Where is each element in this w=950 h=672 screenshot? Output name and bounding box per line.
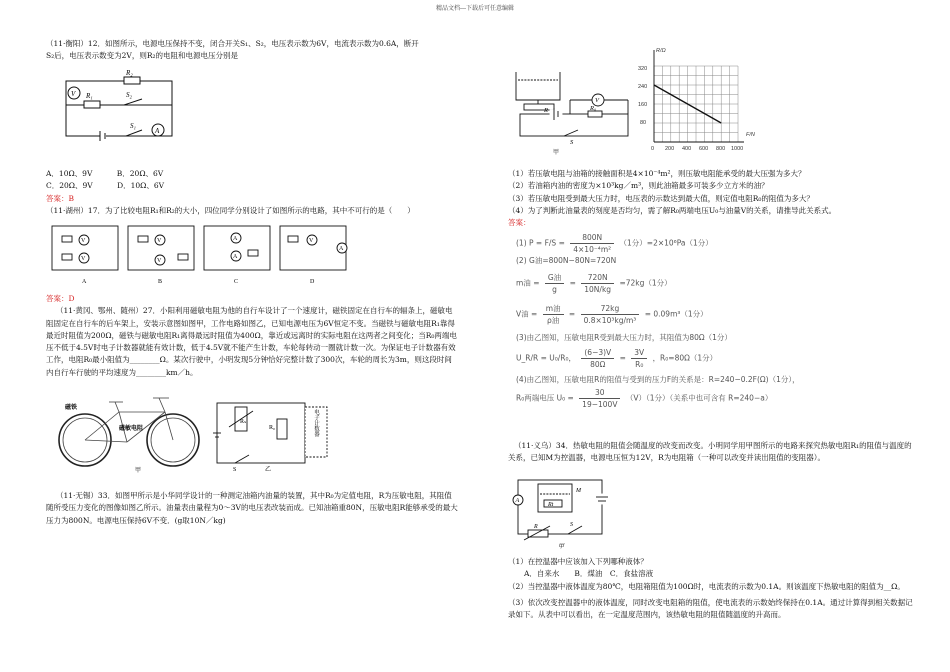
q1-option-b: B．20Ω、6V bbox=[116, 169, 164, 178]
graph-xtick-600: 600 bbox=[699, 146, 709, 152]
sol-line-7: (4)由乙图知，压敏电阻R的阻值与受到的压力F的关系是：R=240−0.2F(Ω)（1分）， bbox=[516, 375, 800, 384]
q3-bicycle-figure bbox=[55, 392, 205, 474]
q2-fig-a: A bbox=[82, 279, 87, 285]
q4-questions bbox=[508, 168, 918, 229]
sol-line-8: R₀两端电压 U₀ = $\frac{30}{19-100V}$ （V）（1分）（关系中也可含有 R=240−a） bbox=[516, 388, 773, 409]
graph-xtick-400: 400 bbox=[682, 146, 692, 152]
q5-options: A．自来水 B．煤油 C．食盐溶液 bbox=[524, 569, 654, 579]
sol-line-3: m油 = $\frac{\text{G油}}{g}$ = $\frac{720N}{10N/kg}$ =72kg（1分） bbox=[516, 273, 672, 294]
q5-block bbox=[508, 440, 918, 465]
q4-block bbox=[46, 490, 458, 527]
q3-label-yi: 乙 bbox=[265, 467, 272, 473]
q4-oiltank-circuit bbox=[510, 60, 634, 146]
q5-label-rt: Rt bbox=[548, 502, 554, 508]
graph-xtick-200: 200 bbox=[665, 146, 675, 152]
q1-option-c: C．20Ω、9V bbox=[46, 181, 93, 191]
q2-fig-c: C bbox=[234, 279, 239, 285]
graph-ytick-80: 80 bbox=[640, 120, 647, 126]
q5-label-a: A bbox=[515, 498, 520, 504]
q4-solution bbox=[508, 232, 808, 410]
q1-option-d: D．10Ω、6V bbox=[117, 181, 165, 191]
sol-line-6: U_R/R = U₀/R₀， $\frac{(6-3)V}{80\Omega}$ = $\frac{3V}{\text{R₀}}$ ，R₀=80Ω（1分） bbox=[516, 348, 718, 369]
q5-question-2: （2）当控温器中液体温度为80℃，电阻箱阻值为100Ω时，电流表的示数为0.1A。则该温度下热敏电阻的阻值为__Ω。 bbox=[508, 581, 905, 591]
sol-line-5: (3)由乙图知，压敏电阻R受到最大压力时，其阻值为80Ω（1分） bbox=[516, 333, 732, 342]
q1-options-2 bbox=[46, 180, 458, 192]
q5-text: （11·义乌）34．热敏电阻的阻值会随温度的改变而改变。小明同学用甲图所示的电路来探究热敏电阻R₁的阻值与温度的关系，已知M为控温器，电源电压恒为12V，R为电阻箱（一种可以改变并读出阻值的变阻器）。 bbox=[508, 441, 912, 463]
graph-ylabel: R/Ω bbox=[656, 48, 666, 54]
q5-label-jia: 甲 bbox=[558, 544, 565, 550]
svg-text:V: V bbox=[81, 238, 86, 244]
svg-text:V: V bbox=[309, 238, 314, 244]
q5-label-r: R bbox=[534, 524, 538, 530]
q4-resistance-graph bbox=[634, 44, 764, 156]
svg-text:A: A bbox=[339, 246, 344, 252]
q4-label-r: R bbox=[544, 107, 548, 114]
q1-label-v: V bbox=[71, 90, 76, 98]
q2-fig-b: B bbox=[158, 279, 163, 285]
q5-question-1: （1）在控温器中应该加入下列哪种液体？ bbox=[508, 557, 648, 566]
sol-line-2: (2) G油=800N−80N=720N bbox=[516, 256, 617, 265]
q3-block bbox=[46, 293, 458, 379]
q3-label-counter: 电子计数器 bbox=[313, 409, 319, 437]
q3-label-s: S bbox=[233, 467, 237, 473]
q1-label-r2: R₂ bbox=[126, 69, 133, 77]
q4-answer-label: 答案： bbox=[508, 218, 531, 228]
q4-label-v: V bbox=[595, 97, 599, 104]
q1-circuit-diagram bbox=[60, 69, 180, 145]
q3-circuit bbox=[205, 397, 340, 473]
q4-question-4: （4）为了判断此油量表的刻度是否均匀，需了解R₀两端电压U₀与油量V的关系，请推导此关系式。 bbox=[508, 205, 837, 215]
q5-question-3: （3）依次改变控温器中的液体温度，同时改变电阻箱的阻值，使电流表的示数始终保持在0.1A。通过计算得到相关数据记录如下。从表中可以看出，在一定温度范围内，该热敏电阻的阻值随温度的升高而。 bbox=[508, 597, 913, 620]
svg-text:V: V bbox=[157, 258, 162, 264]
q4-question-3: （3）若压敏电阻受到最大压力时，电压表的示数达到最大值，则定值电阻R₀的阻值为多大？ bbox=[508, 193, 814, 203]
q1-options-block bbox=[46, 168, 458, 217]
graph-xtick-0: 0 bbox=[651, 146, 655, 152]
graph-xlabel: F/N bbox=[746, 132, 755, 138]
graph-xtick-1000: 1000 bbox=[731, 146, 744, 152]
q4-label-r0: R₀ bbox=[590, 105, 597, 112]
q1-label-a: A bbox=[155, 127, 160, 135]
q2-answer: 答案：D bbox=[46, 294, 75, 303]
q3-text: （11·黄冈、鄂州、随州）27．小阳利用磁敏电阻为他的自行车设计了一个速度计，磁铁固定在自行车的辐条上，磁敏电阻固定在自行车的后车架上，安装示意图如图甲，工作电路如图乙，已知电源电压为6V恒定不变。当磁铁与磁敏电阻R₁靠得最近时阻值为200Ω，磁铁与磁敏电阻R₁离得最远时阻值为400Ω，靠近或远离时的实际电阻在这两者之间变化；当R₀两端电压不低于4.5V时电子计数器就能有效计数，低于4.5V就不能产生计数，车轮每转动一圈就计数一次。为保证电子计数器有效工作，电阻R₀最小阻值为________Ω。某次行驶中，小明发现5分钟恰好完整计数了300次，车轮的周长为3m，则这段时间内自行车行驶的平均速度为________km／h。 bbox=[46, 306, 457, 377]
sol-line-1: (1) P = F/S = $\frac{800N}{\text{4×10⁻⁴m²}}$ （1分）=2×10⁶Pa（1分） bbox=[516, 233, 713, 254]
q4-label-s: S bbox=[570, 139, 574, 146]
graph-ytick-160: 160 bbox=[638, 102, 648, 108]
q3-label-rs: Rₛ bbox=[240, 419, 247, 425]
q3-label-jia: 甲 bbox=[135, 467, 142, 474]
q4-text: （11·无锡）33．如图甲所示是小华同学设计的一种测定油箱内油量的装置，其中R₀为定值电阻，R为压敏电阻，其阻值随所受压力变化的图像如图乙所示。油量表由量程为0～3V的电压表改装而成。已知油箱重80N，压敏电阻R能够承受的最大压力为800N。电源电压保持6V不变．(g取10N／kg) bbox=[46, 491, 458, 525]
q1-label-s2: S₂ bbox=[126, 91, 132, 99]
graph-ytick-320: 320 bbox=[638, 66, 648, 72]
q5-label-m: M bbox=[576, 488, 581, 494]
q4-question-2: （2）若油箱内油的密度为×10³kg／m³，则此油箱最多可装多少立方米的油？ bbox=[508, 181, 769, 191]
q1-label-s1: S₁ bbox=[130, 122, 136, 130]
q3-label-magnet: 磁铁 bbox=[65, 404, 78, 411]
q3-label-r0: R₀ bbox=[269, 425, 276, 431]
q1-answer: 答案：B bbox=[46, 193, 75, 203]
graph-xtick-800: 800 bbox=[716, 146, 726, 152]
q4-question-1: （1）若压敏电阻与油箱的接触面积是4×10⁻⁴m²，则压敏电阻能承受的最大压强为多大？ bbox=[508, 169, 806, 178]
q5-circuit bbox=[512, 470, 610, 550]
graph-ytick-240: 240 bbox=[638, 84, 648, 90]
q4-label-jia: 甲 bbox=[553, 149, 560, 156]
svg-text:A: A bbox=[233, 254, 238, 260]
q1-option-a: A．10Ω、9V bbox=[46, 169, 93, 178]
q1-text-2: S₂后，电压表示数变为2V，则R₂的电阻和电源电压分别是 bbox=[46, 51, 238, 61]
q1-options bbox=[46, 168, 458, 180]
q2-circuit-diagrams bbox=[48, 220, 353, 286]
svg-text:A: A bbox=[233, 236, 238, 242]
svg-text:V: V bbox=[81, 256, 86, 262]
q5-questions bbox=[508, 556, 918, 621]
q5-label-s: S bbox=[570, 522, 573, 528]
q2-fig-d: D bbox=[310, 279, 315, 285]
q3-label-sensor: 磁敏电阻 bbox=[119, 425, 144, 432]
left-column bbox=[46, 38, 458, 63]
sol-line-4: V油 = $\frac{\text{m油}}{\text{ρ油}}$ = $\frac{72kg}{\text{0.8×10³kg/m³}}$ = 0.09m³（1分） bbox=[516, 304, 708, 325]
svg-text:V: V bbox=[157, 238, 162, 244]
q1-text-1: （11·衡阳）12．如图所示，电源电压保持不变，闭合开关S₁、S₂，电压表示数为6V，电流表示数为0.6A，断开 bbox=[46, 39, 419, 48]
page-header: 精品文档---下载后可任意编辑 bbox=[435, 5, 515, 12]
q1-label-r1: R₁ bbox=[86, 92, 93, 100]
q2-text: （11·湖州）17．为了比较电阻R₁和R₂的大小，四位同学分别设计了如图所示的电路，其中不可行的是（ ） bbox=[46, 205, 415, 215]
